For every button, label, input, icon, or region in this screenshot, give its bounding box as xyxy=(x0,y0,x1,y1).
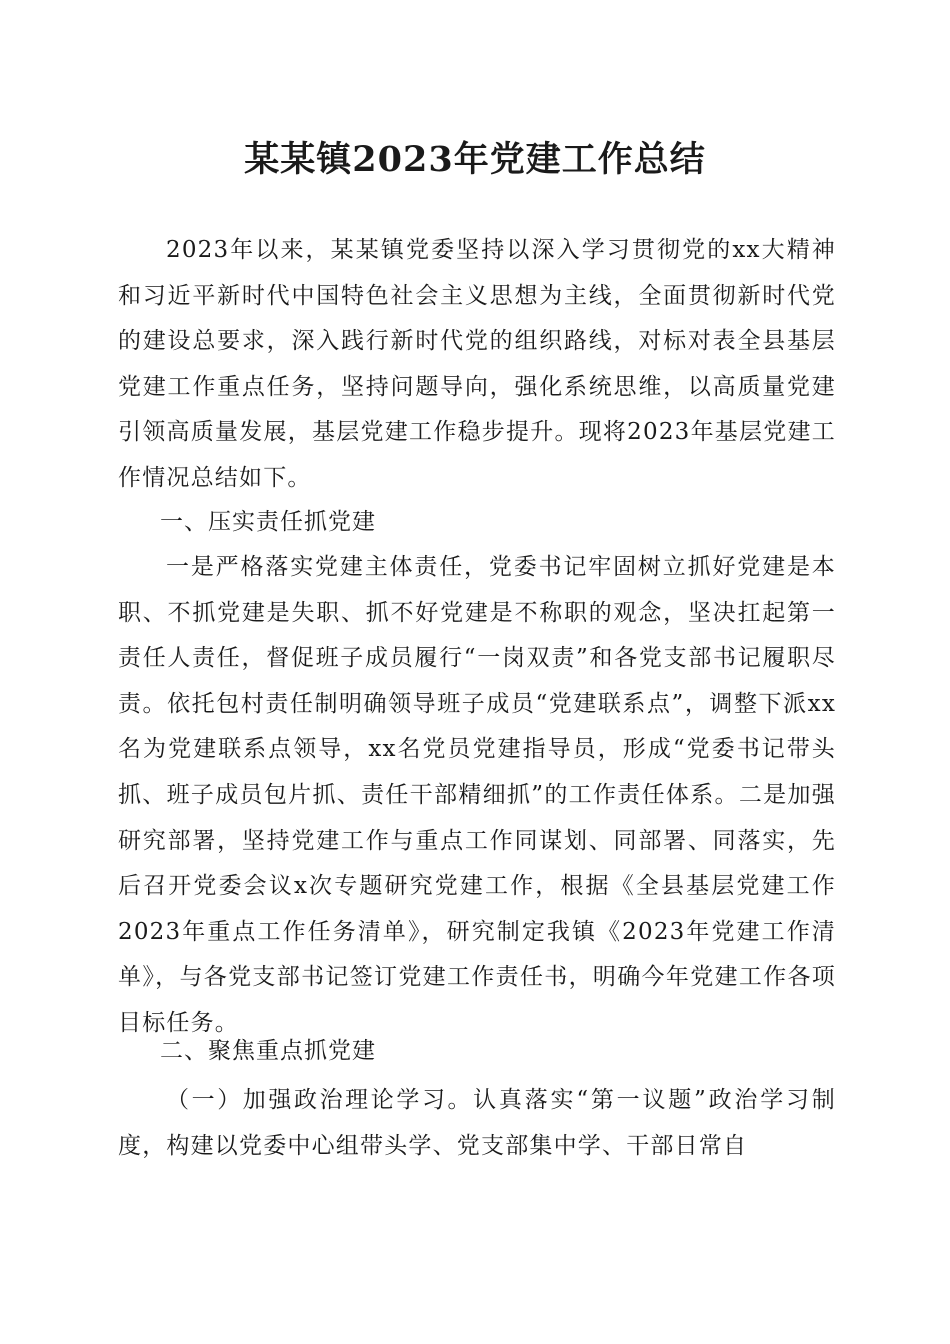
section-1-paragraph: 一是严格落实党建主体责任，党委书记牢固树立抓好党建是本职、不抓党建是失职、抓不好党建是不称职的观念，坚决扛起第一责任人责任，督促班子成员履行“一岗双责”和各党支部书记履职尽责。依托包村责任制明确领导班子成员“党建联系点”，调整下派xx名为党建联系点领导，xx名党员党建指导员，形成“党委书记带头抓、班子成员包片抓、责任干部精细抓”的工作责任体系。二是加强研究部署，坚持党建工作与重点工作同谋划、同部署、同落实，先后召开党委会议x次专题研究党建工作，根据《全县基层党建工作2023年重点工作任务清单》，研究制定我镇《2023年党建工作清单》，与各党支部书记签订党建工作责任书，明确今年党建工作各项目标任务。 xyxy=(118,554,836,1036)
sub-heading-1: （一）加强政治理论学习。 xyxy=(166,1087,474,1113)
section-2-paragraph-text: 认真落实“第一议题”政治学习制度，构建以党委中心组带头学、党支部集中学、干部日常自 xyxy=(118,1087,836,1159)
section-heading-2: 二、聚焦重点抓党建 xyxy=(160,1038,376,1064)
document-title: 某某镇2023年党建工作总结 xyxy=(244,139,706,180)
section-2-paragraph xyxy=(118,1078,836,1169)
intro-paragraph: 2023年以来，某某镇党委坚持以深入学习贯彻党的xx大精神和习近平新时代中国特色社会主义思想为主线，全面贯彻新时代党的建设总要求，深入践行新时代党的组织路线，对标对表全县基层党建工作重点任务，坚持问题导向，强化系统思维，以高质量党建引领高质量发展，基层党建工作稳步提升。现将2023年基层党建工作情况总结如下。 xyxy=(118,237,836,491)
section-heading-1: 一、压实责任抓党建 xyxy=(160,509,376,535)
